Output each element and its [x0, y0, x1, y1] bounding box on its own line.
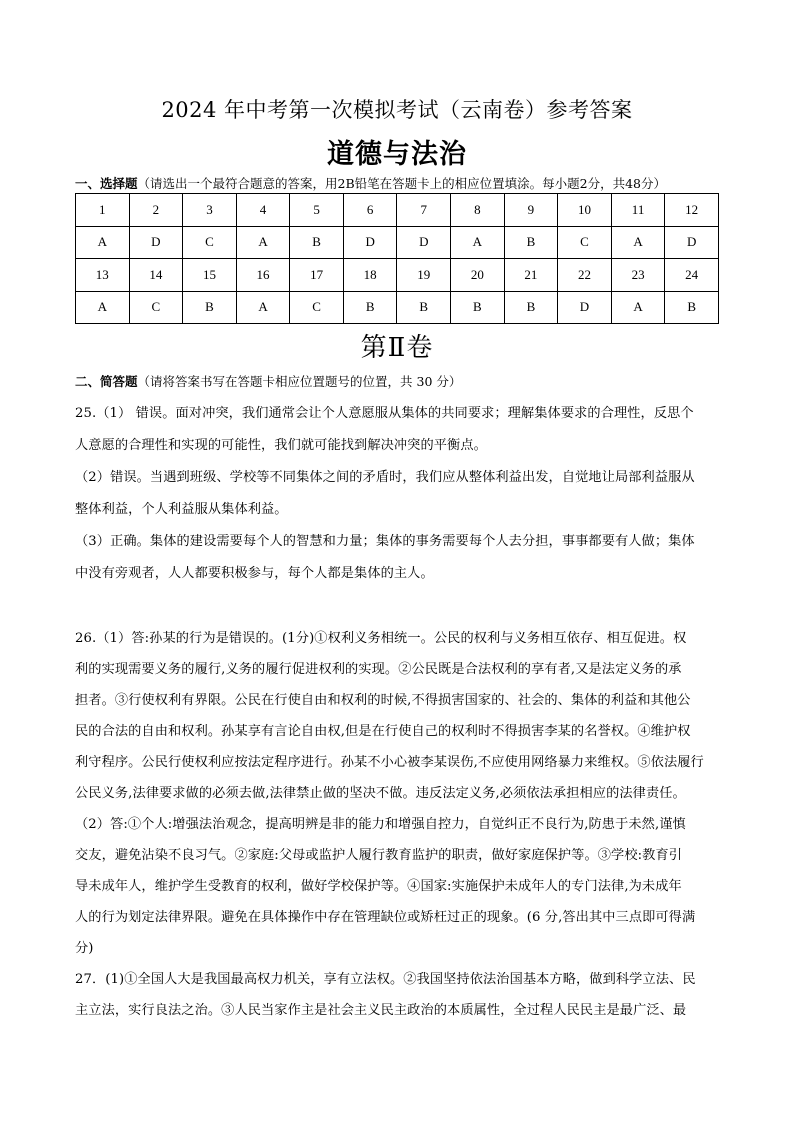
- answer-cell: D: [558, 291, 612, 324]
- answer-text-line: 27．(1)①全国人大是我国最高权力机关，享有立法权。②我国坚持依法治国基本方略，做到科学立法、民: [75, 972, 696, 987]
- section2-heading: 二、简答题: [75, 374, 138, 389]
- question-number-cell: 14: [129, 259, 183, 292]
- answer-text-line: 担者。③行使权利有界限。公民在行使自由和权利的时候,不得损害国家的、社会的、集体的利益和其他公: [75, 693, 691, 708]
- answer-text-line: 人的行为划定法律界限。避免在具体操作中存在管理缺位或矫枉过正的现象。(6 分,答出其中三点即可得满: [75, 910, 696, 925]
- answer-text-line: 主立法，实行良法之治。③人民当家作主是社会主义民主政治的本质属性，全过程人民民主是最广泛、最: [75, 1003, 687, 1018]
- answer-cell: B: [504, 291, 558, 324]
- answer-text-line: 民的合法的自由和权利。孙某享有言论自由权,但是在行使自己的权利时不得损害李某的名誉权。④维护权: [75, 724, 691, 739]
- answer-text-line: 利守程序。公民行使权利应按法定程序进行。孙某不小心被李某误伤,不应使用网络暴力来维权。⑤依法履行: [75, 755, 704, 770]
- section2-instruction: （请将答案书写在答题卡相应位置题号的位置，共 30 分）: [137, 374, 462, 389]
- question-number-cell: 22: [558, 259, 612, 292]
- answer-text-line: 分): [75, 941, 94, 956]
- question-number-cell: 3: [183, 194, 237, 227]
- section2-heading-line: [75, 372, 461, 390]
- answer-text-line: （2）答:①个人:增强法治观念，提高明辨是非的能力和增强自控力，自觉纠正不良行为,防患于未然,谨慎: [75, 817, 686, 832]
- question-number-cell: 23: [611, 259, 665, 292]
- question-number-cell: 5: [290, 194, 344, 227]
- question-number-cell: 20: [451, 259, 505, 292]
- section1-heading: 一、选择题: [75, 176, 138, 191]
- question-number-cell: 4: [236, 194, 290, 227]
- question-number-cell: 11: [611, 194, 665, 227]
- answer-cell: D: [665, 226, 719, 259]
- answer-cell: C: [183, 226, 237, 259]
- question-number-cell: 18: [343, 259, 397, 292]
- answer-row: [76, 226, 719, 259]
- question-number-cell: 7: [397, 194, 451, 227]
- document-title: 2024 年中考第一次模拟考试（云南卷）参考答案: [161, 98, 633, 122]
- answer-text-line: （3）正确。集体的建设需要每个人的智慧和力量；集体的事务需要每个人去分担，事事都要有人做；集体: [75, 534, 695, 549]
- section1-heading-line: [75, 174, 735, 192]
- answer-cell: A: [76, 226, 130, 259]
- question-number-cell: 9: [504, 194, 558, 227]
- question-number-cell: 1: [76, 194, 130, 227]
- answer-text-line: 交友，避免沾染不良习气。②家庭:父母或监护人履行教育监护的职责，做好家庭保护等。③学校:教育引: [75, 848, 683, 863]
- answer-cell: B: [183, 291, 237, 324]
- answer-text-line: （2）错误。当遇到班级、学校等不同集体之间的矛盾时，我们应从整体利益出发，自觉地让局部利益服从: [75, 470, 695, 485]
- answer-text-line: 利的实现需要义务的履行,义务的履行促进权利的实现。②公民既是合法权利的享有者,又是法定义务的承: [75, 662, 682, 677]
- answer-cell: C: [290, 291, 344, 324]
- question-number-cell: 16: [236, 259, 290, 292]
- section1-instruction: （请选出一个最符合题意的答案，用2B铅笔在答题卡上的相应位置填涂。每小题2分，共48分）: [137, 176, 667, 191]
- question-number-cell: 12: [665, 194, 719, 227]
- answer-text-line: 人意愿的合理性和实现的可能性，我们就可能找到解决冲突的平衡点。: [75, 438, 487, 453]
- answer-text-line: 整体利益，个人利益服从集体利益。: [75, 502, 288, 517]
- answer-cell: A: [451, 226, 505, 259]
- answer-row: [76, 291, 719, 324]
- answer-cell: A: [611, 291, 665, 324]
- answer-cell: B: [397, 291, 451, 324]
- answer-cell: C: [558, 226, 612, 259]
- question-number-cell: 8: [451, 194, 505, 227]
- answer-text-line: 导未成年人，维护学生受教育的权利，做好学校保护等。④国家:实施保护未成年人的专门法律,为未成年: [75, 879, 682, 894]
- question-number-cell: 15: [183, 259, 237, 292]
- answer-cell: B: [343, 291, 397, 324]
- question-number-row: [76, 194, 719, 227]
- answer-cell: B: [290, 226, 344, 259]
- answer-text-line: 公民义务,法律要求做的必须去做,法律禁止做的坚决不做。违反法定义务,必须依法承担相应的法律责任。: [75, 786, 686, 801]
- answer-text-line: 25.（1） 错误。面对冲突，我们通常会让个人意愿服从集体的共同要求；理解集体要求的合理性，反思个: [75, 406, 694, 421]
- answer-cell: A: [236, 291, 290, 324]
- question-number-cell: 19: [397, 259, 451, 292]
- question-number-cell: 17: [290, 259, 344, 292]
- volume2-title: 第Ⅱ卷: [360, 333, 434, 363]
- answer-cell: A: [76, 291, 130, 324]
- question-number-cell: 24: [665, 259, 719, 292]
- answer-text-line: 26.（1）答:孙某的行为是错误的。(1分)①权利义务相统一。公民的权利与义务相互依存、相互促进。权: [75, 631, 687, 646]
- answer-cell: D: [129, 226, 183, 259]
- question-number-cell: 10: [558, 194, 612, 227]
- answer-cell: A: [236, 226, 290, 259]
- question-number-cell: 21: [504, 259, 558, 292]
- answer-cell: B: [451, 291, 505, 324]
- answer-cell: D: [397, 226, 451, 259]
- answer-cell: B: [504, 226, 558, 259]
- question-number-row: [76, 259, 719, 292]
- question-number-cell: 2: [129, 194, 183, 227]
- answer-text-line: 中没有旁观者，人人都要积极参与，每个人都是集体的主人。: [75, 566, 434, 581]
- question-number-cell: 13: [76, 259, 130, 292]
- answer-cell: B: [665, 291, 719, 324]
- answer-cell: A: [611, 226, 665, 259]
- answer-cell: D: [343, 226, 397, 259]
- answer-cell: C: [129, 291, 183, 324]
- question-number-cell: 6: [343, 194, 397, 227]
- subject-title: 道德与法治: [327, 139, 467, 170]
- answer-table: [75, 193, 719, 324]
